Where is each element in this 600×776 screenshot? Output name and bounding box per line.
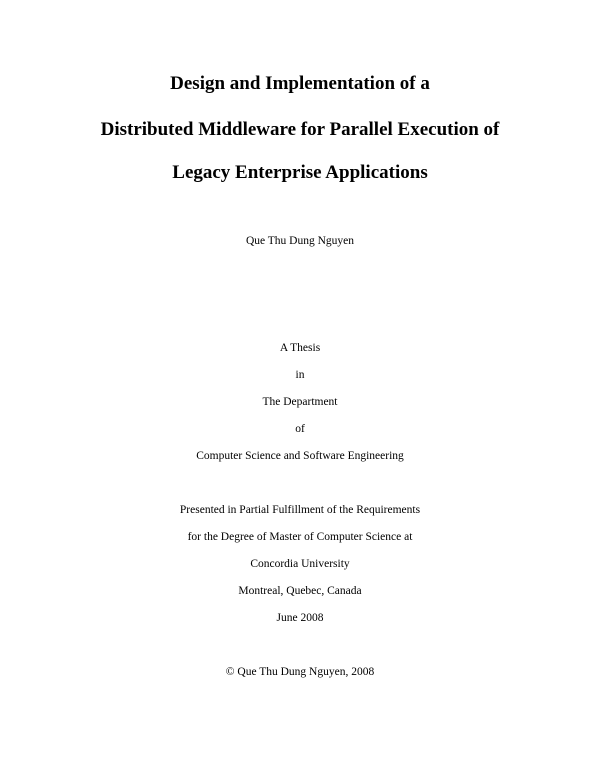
department-label: The Department [262,396,338,408]
title-line-2: Distributed Middleware for Parallel Execution of [100,119,500,140]
fulfillment-line-1: Presented in Partial Fulfillment of the Requirements [179,504,421,516]
author-name: Que Thu Dung Nguyen [245,235,355,247]
department-of: of [295,423,305,435]
thesis-date: June 2008 [276,612,324,624]
copyright-notice: © Que Thu Dung Nguyen, 2008 [225,666,375,678]
title-line-1: Design and Implementation of a [170,73,430,94]
thesis-label: A Thesis [279,342,321,354]
fulfillment-line-2: for the Degree of Master of Computer Science at [187,531,413,543]
title-line-3: Legacy Enterprise Applications [172,162,428,183]
university-name: Concordia University [250,558,350,570]
thesis-in: in [295,369,305,381]
university-location: Montreal, Quebec, Canada [238,585,362,597]
department-name: Computer Science and Software Engineering [196,450,404,462]
